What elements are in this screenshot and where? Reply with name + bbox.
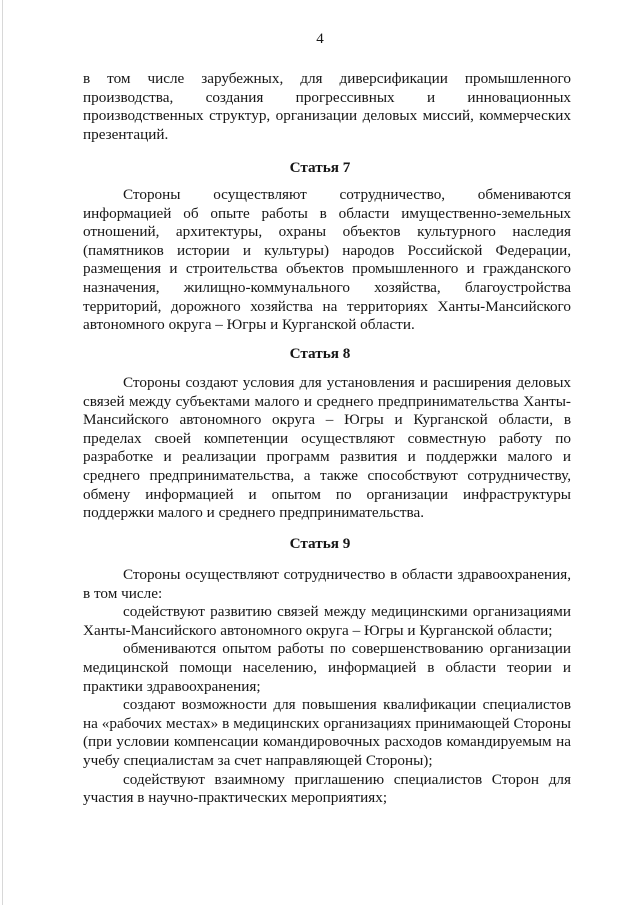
text-line: в том числе: (83, 584, 163, 602)
article-9-text (83, 566, 571, 808)
text-line: Стороны создают условия для установления и расширения деловых (123, 374, 571, 391)
text-line: в том числе зарубежных, для диверсификации промышленного (83, 70, 571, 87)
text-line: пределах своей компетенции осуществляют совместную работу по (83, 429, 571, 447)
text-line: Мансийского автономного округа – Югры и Курганской области, в (83, 411, 571, 429)
text-line: автономного округа – Югры и Курганской области. (83, 316, 415, 334)
text-line: презентаций. (83, 125, 169, 143)
list-item-line: обмениваются опытом работы по совершенствованию организации (123, 640, 571, 658)
list-item-line: учебу специалистам за счет направляющей Стороны); (83, 751, 433, 769)
text-line: информацией об опыте работы в области имущественно-земельных (83, 204, 571, 222)
text-line: производства, создания прогрессивных и инновационных (83, 88, 571, 106)
text-line: поддержки малого и среднего предпринимательства. (83, 504, 425, 522)
page-number: 4 (316, 31, 324, 47)
text-line: разработке и реализации программ развития и поддержки малого и (83, 448, 571, 466)
list-item-line: содействуют развитию связей между медицинскими организациями (123, 603, 571, 621)
text-line: связей между субъектами малого и среднего предпринимательства Ханты- (83, 392, 571, 410)
text-line: отношений, архитектуры, охраны объектов культурного наследия (83, 223, 571, 241)
text-line: (памятников истории и культуры) народов Российской Федерации, (83, 241, 571, 259)
text-line: назначения, жилищно-коммунального хозяйства, благоустройства (83, 278, 571, 296)
text-line: среднего предпринимательства, а также способствуют сотрудничеству, (83, 466, 571, 484)
article-7-title: Статья 7 (289, 159, 351, 176)
paragraph-continuation (83, 70, 571, 144)
text-line: производственных структур, организации деловых миссий, коммерческих (83, 107, 571, 125)
text-line: Стороны осуществляют сотрудничество, обмениваются (123, 186, 571, 203)
article-7-text (83, 186, 571, 335)
list-item-line: практики здравоохранения; (83, 677, 261, 695)
text-line: территорий, дорожного хозяйства на территориях Ханты-Мансийского (83, 297, 571, 315)
article-8-text (83, 374, 571, 523)
list-item-line: участия в научно-практических мероприятиях; (83, 789, 388, 807)
list-item-line: содействуют взаимному приглашению специалистов Сторон для (123, 770, 571, 788)
article-8-title: Статья 8 (289, 345, 351, 362)
list-item-line: на «рабочих местах» в медицинских организациях принимающей Стороны (83, 714, 571, 732)
list-item-line: Ханты-Мансийского автономного округа – Югры и Курганской области; (83, 621, 553, 639)
list-item-line: медицинской помощи населению, информацией в области теории и (83, 658, 571, 676)
article-9-title: Статья 9 (289, 535, 351, 552)
list-item-line: создают возможности для повышения квалификации специалистов (123, 696, 571, 714)
text-line: Стороны осуществляют сотрудничество в области здравоохранения, (123, 566, 571, 583)
text-line: обмену информацией и опытом по организации инфраструктуры (83, 485, 571, 503)
text-line: размещения и строительства объектов промышленного и гражданского (83, 260, 571, 278)
list-item-line: (при условии компенсации командировочных расходов командируемым на (83, 733, 571, 751)
scan-edge (2, 0, 3, 905)
